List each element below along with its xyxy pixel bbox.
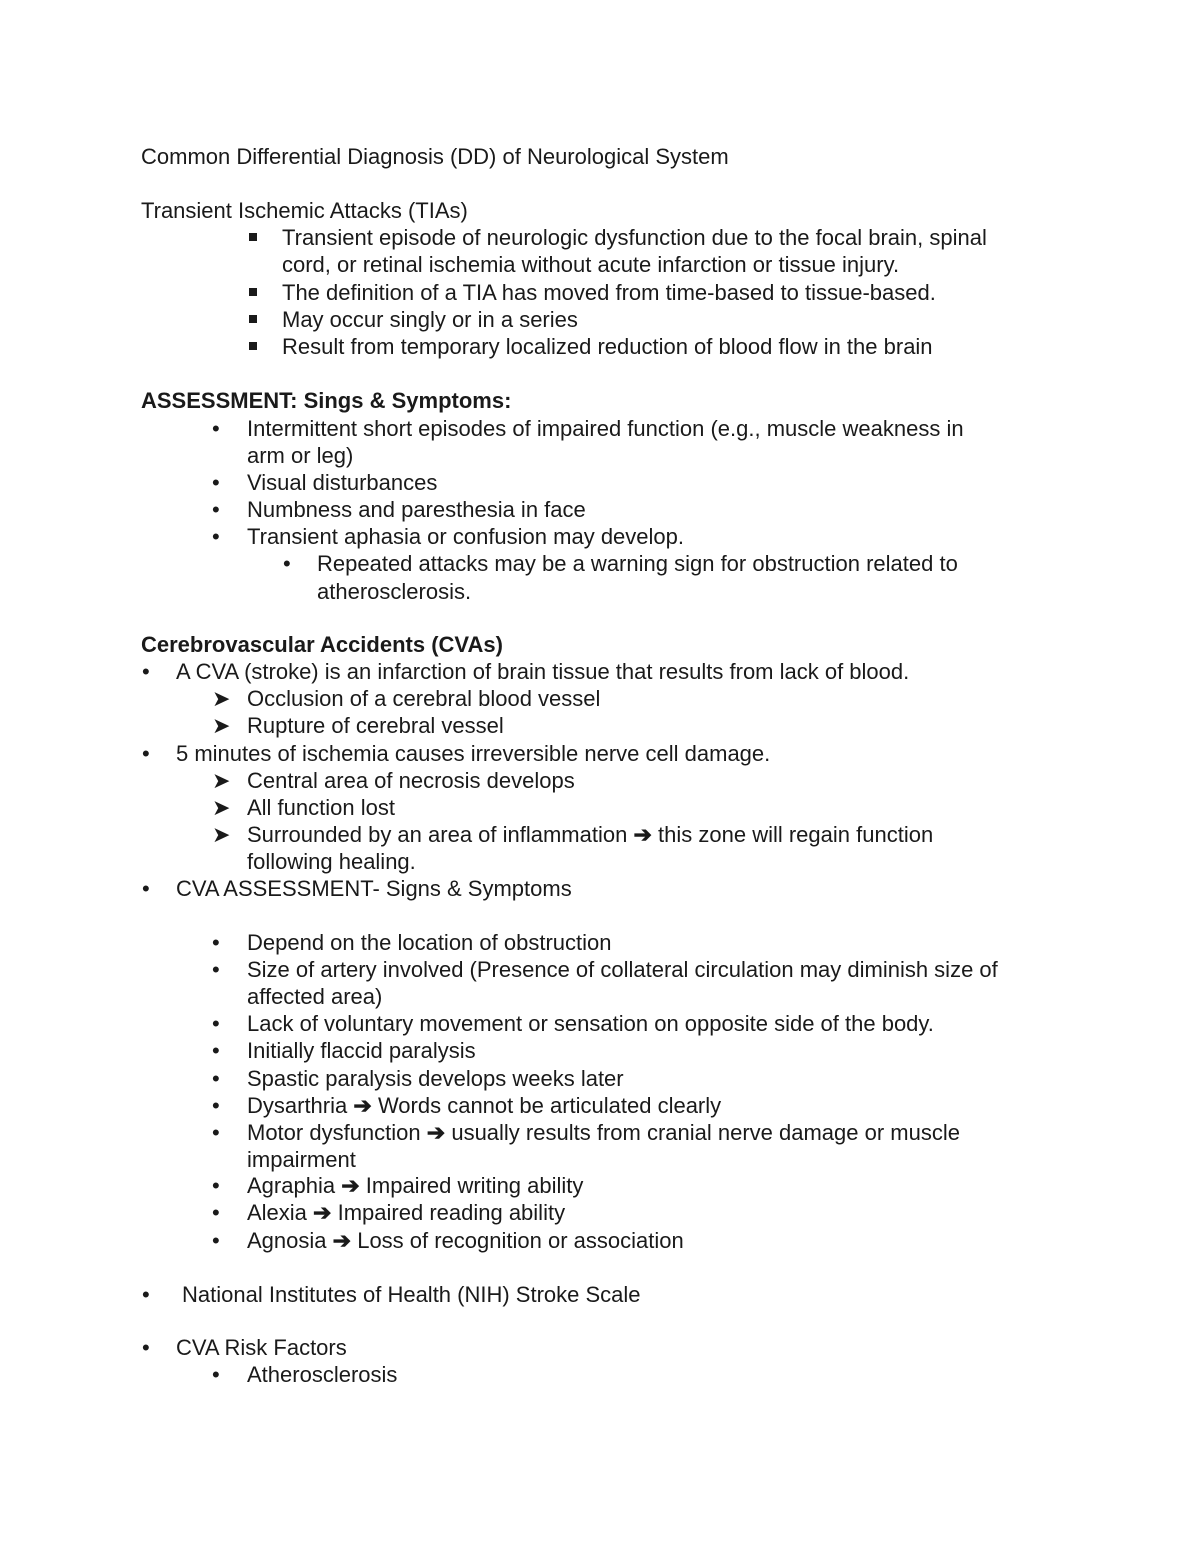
sign-item-continuation: impairment — [247, 1147, 356, 1172]
sign-item: • Agraphia ➔ Impaired writing ability — [212, 1173, 584, 1198]
bullet-icon: • — [212, 1011, 220, 1036]
bullet-icon: • — [142, 659, 150, 684]
bullet-icon: • — [212, 1173, 220, 1198]
list-item: • Visual disturbances — [212, 470, 438, 495]
bullet-icon: • — [142, 876, 150, 901]
sub-list-item: • Atherosclerosis — [212, 1362, 398, 1387]
arrowhead-bullet-icon: ➤ — [212, 795, 231, 820]
sign-item-continuation: affected area) — [247, 984, 383, 1009]
sub-list-item: ➤ Central area of necrosis develops — [212, 768, 575, 793]
sign-item: • Lack of voluntary movement or sensation on opposite side of the body. — [212, 1011, 934, 1036]
sign-item: • Alexia ➔ Impaired reading ability — [212, 1200, 566, 1225]
list-item: • 5 minutes of ischemia causes irreversible nerve cell damage. — [142, 741, 771, 766]
bullet-icon: • — [212, 1200, 220, 1225]
bullet-icon: • — [212, 497, 220, 522]
bullet-icon: • — [212, 1066, 220, 1091]
right-arrow-icon: ➔ — [633, 822, 652, 847]
sign-item: • Depend on the location of obstruction — [212, 930, 612, 955]
list-item: Result from temporary localized reduction of blood flow in the brain — [0, 333, 1200, 360]
right-arrow-icon: ➔ — [426, 1120, 446, 1145]
assessment-heading: ASSESSMENT: Sings & Symptoms: — [141, 388, 512, 413]
list-item: • Transient aphasia or confusion may develop. — [212, 524, 684, 549]
list-item-continuation: cord, or retinal ischemia without acute infarction or tissue injury. — [282, 252, 900, 277]
right-arrow-icon: ➔ — [341, 1173, 360, 1198]
bullet-icon: • — [212, 1228, 220, 1253]
bullet-icon: • — [212, 1120, 220, 1145]
list-item: • CVA ASSESSMENT- Signs & Symptoms — [142, 876, 572, 901]
sign-item: • Initially flaccid paralysis — [212, 1038, 476, 1063]
right-arrow-icon: ➔ — [353, 1093, 372, 1118]
list-item: • Numbness and paresthesia in face — [212, 497, 586, 522]
bullet-icon: • — [212, 930, 220, 955]
right-arrow-icon: ➔ — [313, 1200, 332, 1225]
arrowhead-bullet-icon: ➤ — [212, 822, 231, 847]
sub-list-item: ➤ Surrounded by an area of inflammation ➔ this zone will regain function — [212, 822, 934, 847]
list-item: The definition of a TIA has moved from time-based to tissue-based. — [0, 279, 1200, 306]
bullet-icon: • — [212, 1362, 220, 1387]
tia-heading: Transient Ischemic Attacks (TIAs) — [141, 198, 468, 223]
sub-list-item: ➤ Occlusion of a cerebral blood vessel — [212, 686, 601, 711]
page-title: Common Differential Diagnosis (DD) of Neurological System — [141, 144, 729, 169]
sub-list-item-continuation: atherosclerosis. — [317, 579, 472, 604]
list-item: • A CVA (stroke) is an infarction of brain tissue that results from lack of blood. — [142, 659, 910, 684]
sign-item: • Size of artery involved (Presence of collateral circulation may diminish size of — [212, 957, 998, 982]
sign-item: • Agnosia ➔ Loss of recognition or association — [212, 1228, 684, 1253]
list-item-continuation: arm or leg) — [247, 443, 354, 468]
bullet-icon: • — [212, 416, 220, 441]
bullet-icon: • — [142, 1335, 150, 1360]
bullet-icon: • — [212, 524, 220, 549]
bullet-icon: • — [212, 957, 220, 982]
right-arrow-icon: ➔ — [332, 1228, 352, 1253]
sign-item: • Dysarthria ➔ Words cannot be articulated clearly — [212, 1093, 722, 1118]
list-item: Transient episode of neurologic dysfunction due to the focal brain, spinal — [0, 224, 1200, 251]
sub-list-item: • Repeated attacks may be a warning sign for obstruction related to — [283, 551, 958, 576]
list-item: • Intermittent short episodes of impaired function (e.g., muscle weakness in — [212, 416, 964, 441]
bullet-icon: • — [212, 1038, 220, 1063]
square-bullet-icon — [249, 315, 257, 323]
bullet-icon: • — [142, 1282, 150, 1307]
bullet-icon: • — [212, 1093, 220, 1118]
square-bullet-icon — [249, 288, 257, 296]
arrowhead-bullet-icon: ➤ — [212, 768, 231, 793]
sub-list-item-continuation: following healing. — [247, 849, 416, 874]
sign-item: • Motor dysfunction ➔ usually results from cranial nerve damage or muscle — [212, 1120, 960, 1145]
square-bullet-icon — [249, 342, 257, 350]
cva-heading: Cerebrovascular Accidents (CVAs) — [141, 632, 503, 657]
list-item: • CVA Risk Factors — [142, 1335, 347, 1360]
arrowhead-bullet-icon: ➤ — [212, 713, 231, 738]
arrowhead-bullet-icon: ➤ — [212, 686, 231, 711]
sign-item: • Spastic paralysis develops weeks later — [212, 1066, 624, 1091]
sub-list-item: ➤ Rupture of cerebral vessel — [212, 713, 504, 738]
bullet-icon: • — [142, 741, 150, 766]
bullet-icon: • — [212, 470, 220, 495]
bullet-icon: • — [283, 551, 291, 576]
list-item: May occur singly or in a series — [0, 306, 1200, 333]
list-item: • National Institutes of Health (NIH) Stroke Scale — [142, 1282, 641, 1307]
square-bullet-icon — [249, 233, 257, 241]
sub-list-item: ➤ All function lost — [212, 795, 395, 820]
